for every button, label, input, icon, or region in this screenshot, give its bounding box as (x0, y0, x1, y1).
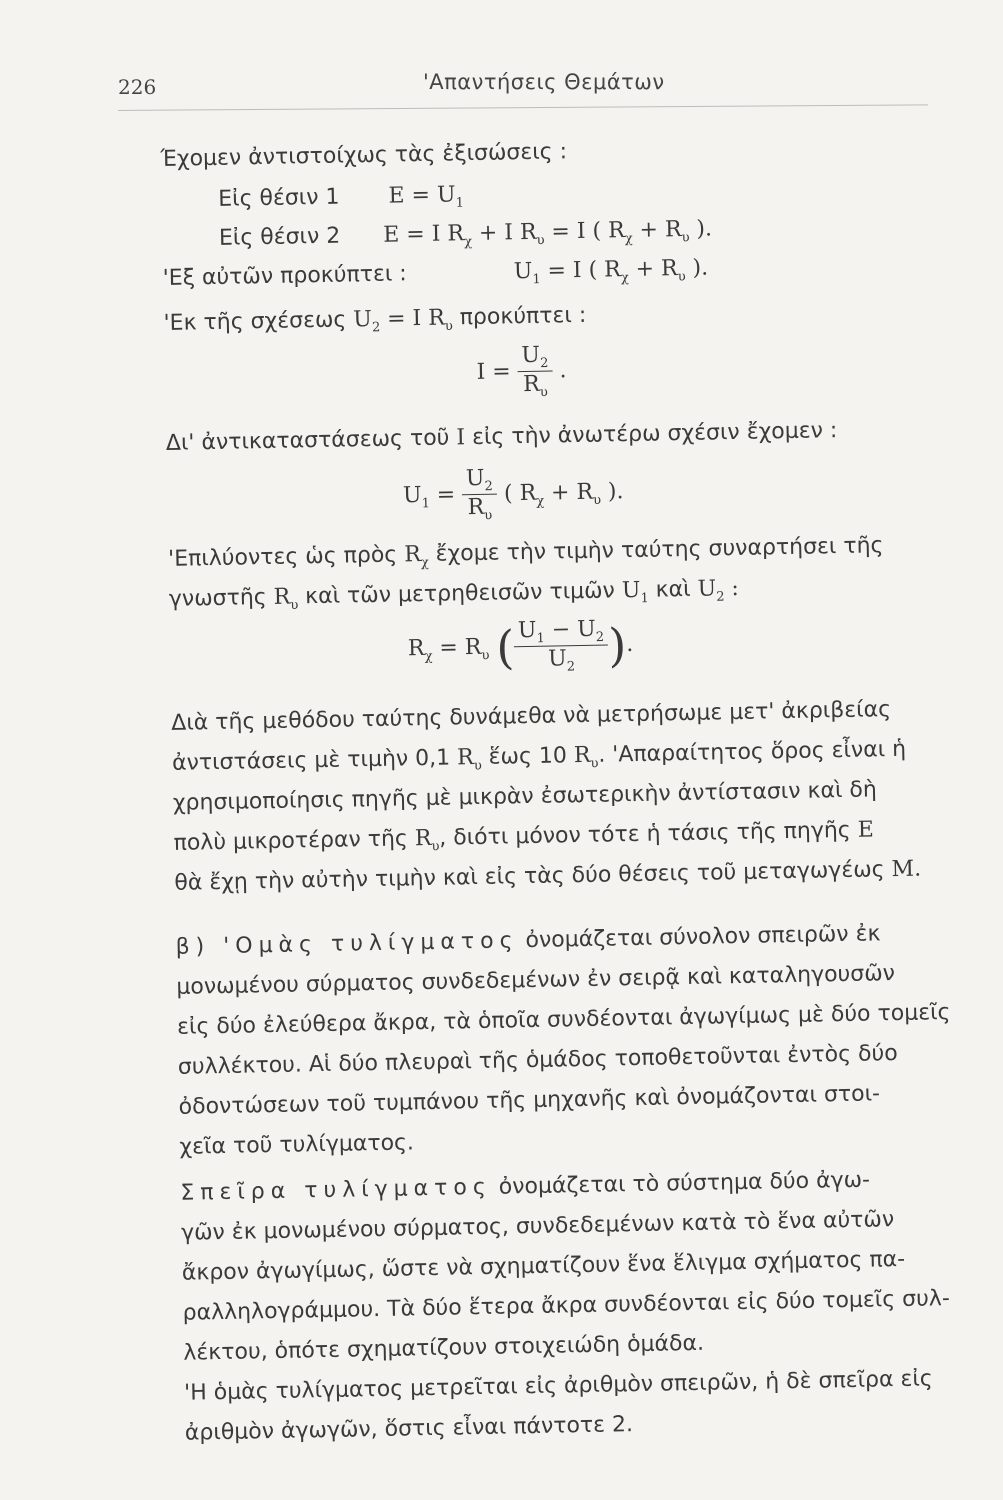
text-line: ἀντιστάσεις μὲ τιμὴν 0,1 $R_\upsilon$ ἕως 10 $R_\upsilon$. 'Απαραίτητος ὅρος εἶναι ἡ (171, 736, 907, 776)
text-line: γῶν ἐκ μονωμένου σύρματος, συνδεδεμένων κατὰ τὸ ἕνα αὐτῶν (180, 1207, 895, 1246)
text-line: πολὺ μικροτέραν τῆς $R_\upsilon$, διότι μόνον τότε ἡ τάσις τῆς πηγῆς E (173, 817, 875, 856)
text-line: ἄκρον ἀγωγίμως, ὥστε νὰ σχηματίζουν ἕνα ἕλιγμα σχήματος πα- (181, 1246, 906, 1286)
text-body (160, 119, 975, 1446)
text-line: 'Επιλύοντες ὡς πρὸς $R_\chi$ ἔχομε τὴν τιμὴν ταύτης συναρτήσει τῆς (167, 533, 884, 572)
text-line: συλλέκτου. Αἱ δύο πλευραὶ τῆς ὁμάδος τοποθετοῦνται ἐντὸς δύο (177, 1041, 898, 1080)
text-line: β) 'Ομὰς τυλίγματος ὀνομάζεται σύνολον σπειρῶν ἐκ (175, 921, 881, 960)
text-line: Εἰς θέσιν 1 $E = U_1$ (218, 182, 465, 212)
equation: $R_\chi = R_\upsilon$ ( $\frac{U_1 - U_2}{U_2}$ ). (407, 616, 634, 676)
equation: $U_1$ = $\frac{U_2}{R_\upsilon}$ ( $R_\chi + R_\upsilon$ ). (402, 465, 624, 524)
text-line: Έχομεν ἀντιστοίχως τὰς ἐξισώσεις : (160, 139, 568, 172)
text-line: Διὰ τῆς μεθόδου ταύτης δυνάμεθα νὰ μετρήσωμε μετ' ἀκριβείας (171, 697, 892, 736)
text-line: Σπεῖρα τυλίγματος ὀνομάζεται τὸ σύστημα δύο ἀγω- (180, 1167, 871, 1206)
text-line: 'Εκ τῆς σχέσεως $U_2 = I$ $R_\upsilon$ προκύπτει : (163, 302, 587, 336)
text-line: 'Εξ αὐτῶν προκύπτει : $U_1 = I$ ( $R_\chi + R_\upsilon$ ). (162, 255, 709, 291)
running-title: 'Απαντήσεις Θεμάτων (423, 70, 665, 94)
text-line: 'Η ὁμὰς τυλίγματος μετρεῖται εἰς ἀριθμὸν σπειρῶν, ἡ δὲ σπεῖρα εἰς (183, 1366, 933, 1406)
text-line: ὀδοντώσεων τοῦ τυμπάνου τῆς μηχανῆς καὶ ὀνομάζονται στοι- (178, 1081, 881, 1120)
text-line: χεῖα τοῦ τυλίγματος. (179, 1130, 415, 1160)
text-line: θὰ ἔχῃ τὴν αὐτὴν τιμὴν καὶ εἰς τὰς δύο θέσεις τοῦ μεταγωγέως M. (174, 856, 922, 896)
text-line: Δι' ἀντικαταστάσεως τοῦ I εἰς τὴν ἀνωτέρω σχέσιν ἔχομεν : (165, 418, 838, 456)
text-line: εἰς δύο ἐλεύθερα ἄκρα, τὰ ὁποῖα συνδέονται ἀγωγίμως μὲ δύο τομεῖς (176, 999, 951, 1040)
text-line: γνωστῆς $R_\upsilon$ καὶ τῶν μετρηθεισῶν τιμῶν $U_1$ καὶ $U_2$ : (168, 575, 740, 613)
page-header (118, 70, 918, 110)
text-line: χρησιμοποίησις πηγῆς μὲ μικρὰν ἐσωτερικὴν ἀντίστασιν καὶ δὴ (172, 777, 878, 816)
text-line: λέκτου, ὁπότε σχηματίζουν στοιχειώδη ὁμάδα. (183, 1330, 705, 1366)
page-number: 226 (118, 75, 157, 99)
text-line: μονωμένου σύρματος συνδεδεμένων ἐν σειρᾷ καὶ καταληγουσῶν (176, 961, 896, 1000)
text-line: ἀριθμὸν ἀγωγῶν, ὅστις εἶναι πάντοτε 2. (184, 1412, 634, 1446)
text-line: ραλληλογράμμου. Τὰ δύο ἕτερα ἄκρα συνδέονται εἰς δύο τομεῖς συλ- (182, 1286, 951, 1326)
text-line: Εἰς θέσιν 2 E = I $R_\chi + I$ $R_\upsilon = I$ ( $R_\chi + R_\upsilon$ ). (218, 216, 713, 251)
equation: I = $\frac{U_2}{R_\upsilon}$ . (476, 342, 567, 401)
